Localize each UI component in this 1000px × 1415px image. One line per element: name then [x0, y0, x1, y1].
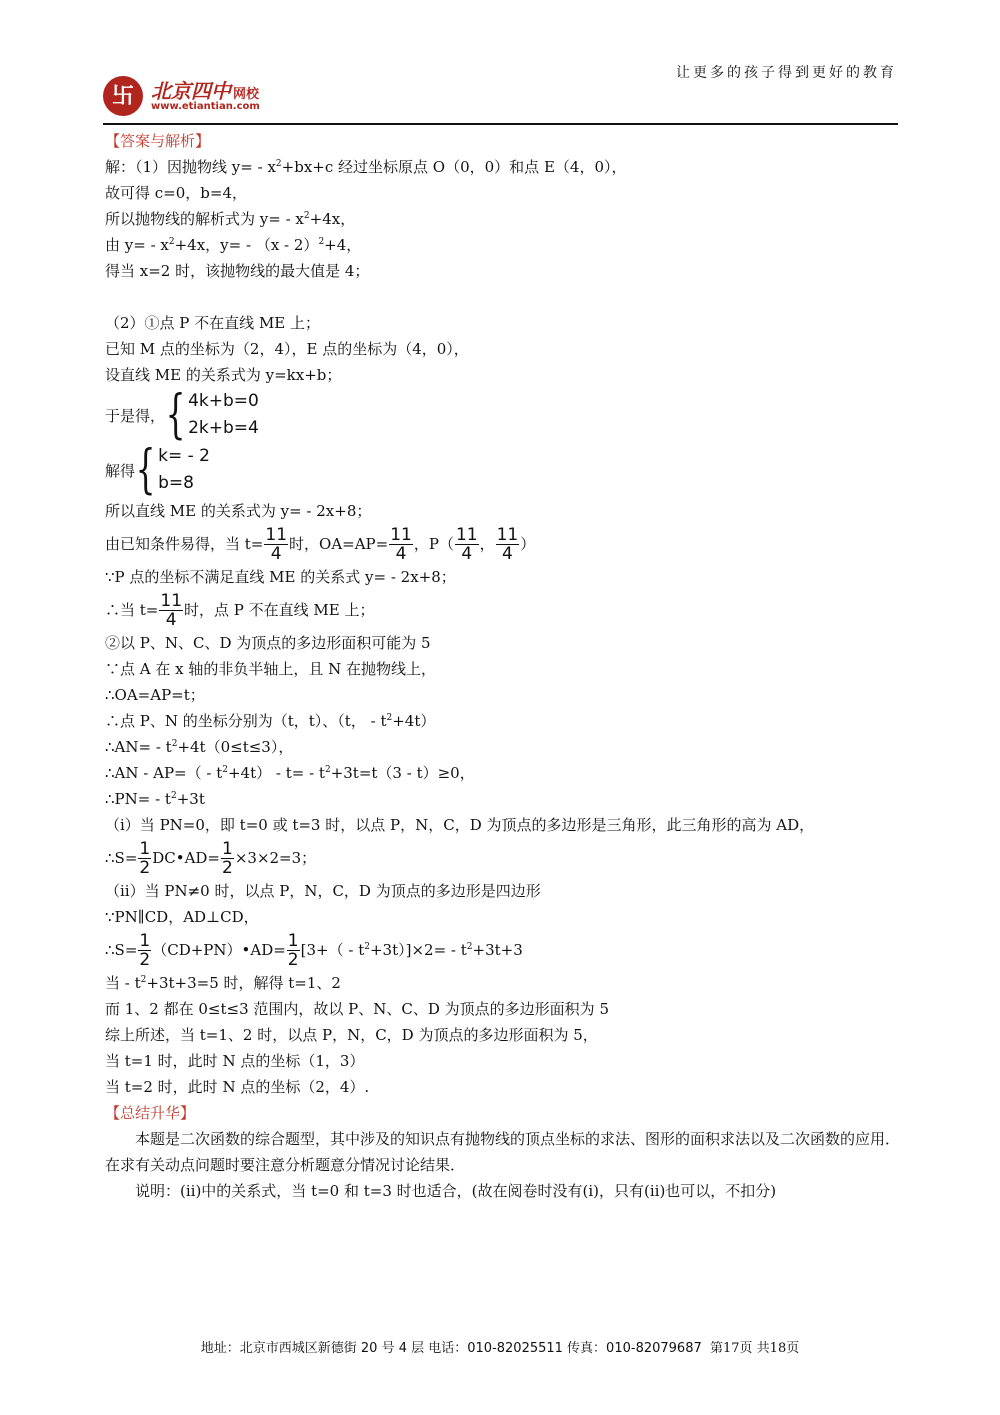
- school-logo: [103, 75, 293, 120]
- answer-heading: 【答案与解析】: [105, 132, 211, 150]
- solution-line: 故可得 c=0，b=4，: [105, 184, 247, 202]
- solution-line: 解：（1）因抛物线 $y= - x^2+bx+c$ 经过坐标原点 O（0，0）和点 E（4，0），: [105, 158, 627, 176]
- solution-line: （ⅰ）当 PN=0，即 t=0 或 t=3 时，以点 P，N，C，D 为顶点的多边形是三角形，此三角形的高为 AD，: [105, 816, 815, 834]
- equation-system-1: 于是得， { 4k+b=0 2k+b=4: [105, 385, 259, 445]
- solution-line: ∵P 点的坐标不满足直线 ME 的关系式 y= - 2x+8；: [105, 568, 456, 586]
- page-number: 第17页 共18页: [710, 1341, 800, 1356]
- solution-line: 综上所述，当 t=1、2 时，以点 P，N，C，D 为顶点的多边形面积为 5，: [105, 1026, 598, 1044]
- solution-line: 当 t=1 时，此时 N 点的坐标（1，3）: [105, 1052, 365, 1070]
- logo-url: www.etiantian.com: [151, 101, 260, 112]
- summary-paragraph: 本题是二次函数的综合题型，其中涉及的知识点有抛物线的顶点坐标的求法、图形的面积求法以及二次函数的应用．在求有关动点问题时要注意分析题意分情况讨论结果．: [105, 1130, 901, 1174]
- footer-address: 地址：北京市西城区新德街 20 号 4 层 电话：010-82025511 传真：010-82079687: [200, 1341, 702, 1356]
- solution-line: 由已知条件易得，当 t= $\frac{11}{4}$ 时，OA=AP= $\frac{11}{4}$ ，P（ $\frac{11}{4}$ ， $\frac{11}{4}$ ）: [105, 525, 536, 564]
- solution-line: 设直线 ME 的关系式为 y=kx+b；: [105, 366, 342, 384]
- page-footer: [0, 1337, 1000, 1356]
- logo-seal-icon: 卐: [103, 76, 143, 116]
- logo-name: 北京四中 网校: [151, 79, 260, 103]
- solution-line: 所以直线 ME 的关系式为 y= - 2x+8；: [105, 502, 372, 520]
- solution-line: ∴OA=AP=t；: [105, 686, 205, 704]
- header-rule: [103, 123, 898, 125]
- solution-line: ∴当 t= $\frac{11}{4}$ 时，点 P 不在直线 ME 上；: [105, 591, 375, 630]
- solution-line: 当 - $t^2+3t+3=5$ 时，解得 t=1、2: [105, 974, 341, 992]
- solution-line: ∴S= $\frac{1}{2}$ DC•AD= $\frac{1}{2}$ ×3×2=3；: [105, 839, 317, 878]
- solution-line: 所以抛物线的解析式为 $y= - x^2+4x$，: [105, 210, 356, 228]
- solution-line: 已知 M 点的坐标为（2，4），E 点的坐标为（4，0），: [105, 340, 469, 358]
- solution-line: ∴AN= - $t^2+4t(0\le t\le 3)$，: [105, 738, 294, 756]
- document-body: [105, 128, 900, 1204]
- summary-heading: 【总结升华】: [105, 1104, 196, 1122]
- solution-line: ∵PN∥CD，AD⊥CD，: [105, 908, 259, 926]
- solution-line: 由 $y= - x^2+4x$，y= - （x - 2）$^2$+4，: [105, 236, 362, 254]
- solution-line: 而 1、2 都在 0≤t≤3 范围内，故以 P、N、C、D 为顶点的多边形面积为 5: [105, 1000, 609, 1018]
- solution-line: ∴点 P、N 的坐标分别为（t，t）、（t， - $t^2+4t$）: [105, 712, 436, 730]
- solution-line: （2）①点 P 不在直线 ME 上；: [105, 314, 321, 332]
- solution-line: 得当 x=2 时，该抛物线的最大值是 4；: [105, 262, 370, 280]
- header-slogan: 让更多的孩子得到更好的教育: [676, 65, 897, 81]
- solution-line: ∴PN= - $t^2+3t$: [105, 790, 205, 808]
- solution-line: ∴AN - $AP=( - t^2+4t) - t= - t^2+3t=t(3 - t)\ge 0$，: [105, 764, 475, 782]
- solution-line: ∴S= $\frac{1}{2}$ （CD+PN）•AD= $\frac{1}{2}$ $[3+( - t^2+3t)]\times 2= - t^2+3t+3$: [105, 931, 523, 970]
- solution-line: ∵点 A 在 x 轴的非负半轴上，且 N 在抛物线上，: [105, 660, 437, 678]
- solution-line: 当 t=2 时，此时 N 点的坐标（2，4）.: [105, 1078, 370, 1096]
- solution-line: ②以 P、N、C、D 为顶点的多边形面积可能为 5: [105, 634, 431, 652]
- blank-line: [105, 284, 900, 310]
- equation-system-2: 解得 { k= - 2 b=8: [105, 440, 210, 500]
- solution-line: （ⅱ）当 PN≠0 时，以点 P，N，C，D 为顶点的多边形是四边形: [105, 882, 541, 900]
- note-line: 说明：(ⅱ)中的关系式，当 t=0 和 t=3 时也适合，(故在阅卷时没有(ⅰ)，只有(ⅱ)也可以，不扣分): [135, 1182, 777, 1200]
